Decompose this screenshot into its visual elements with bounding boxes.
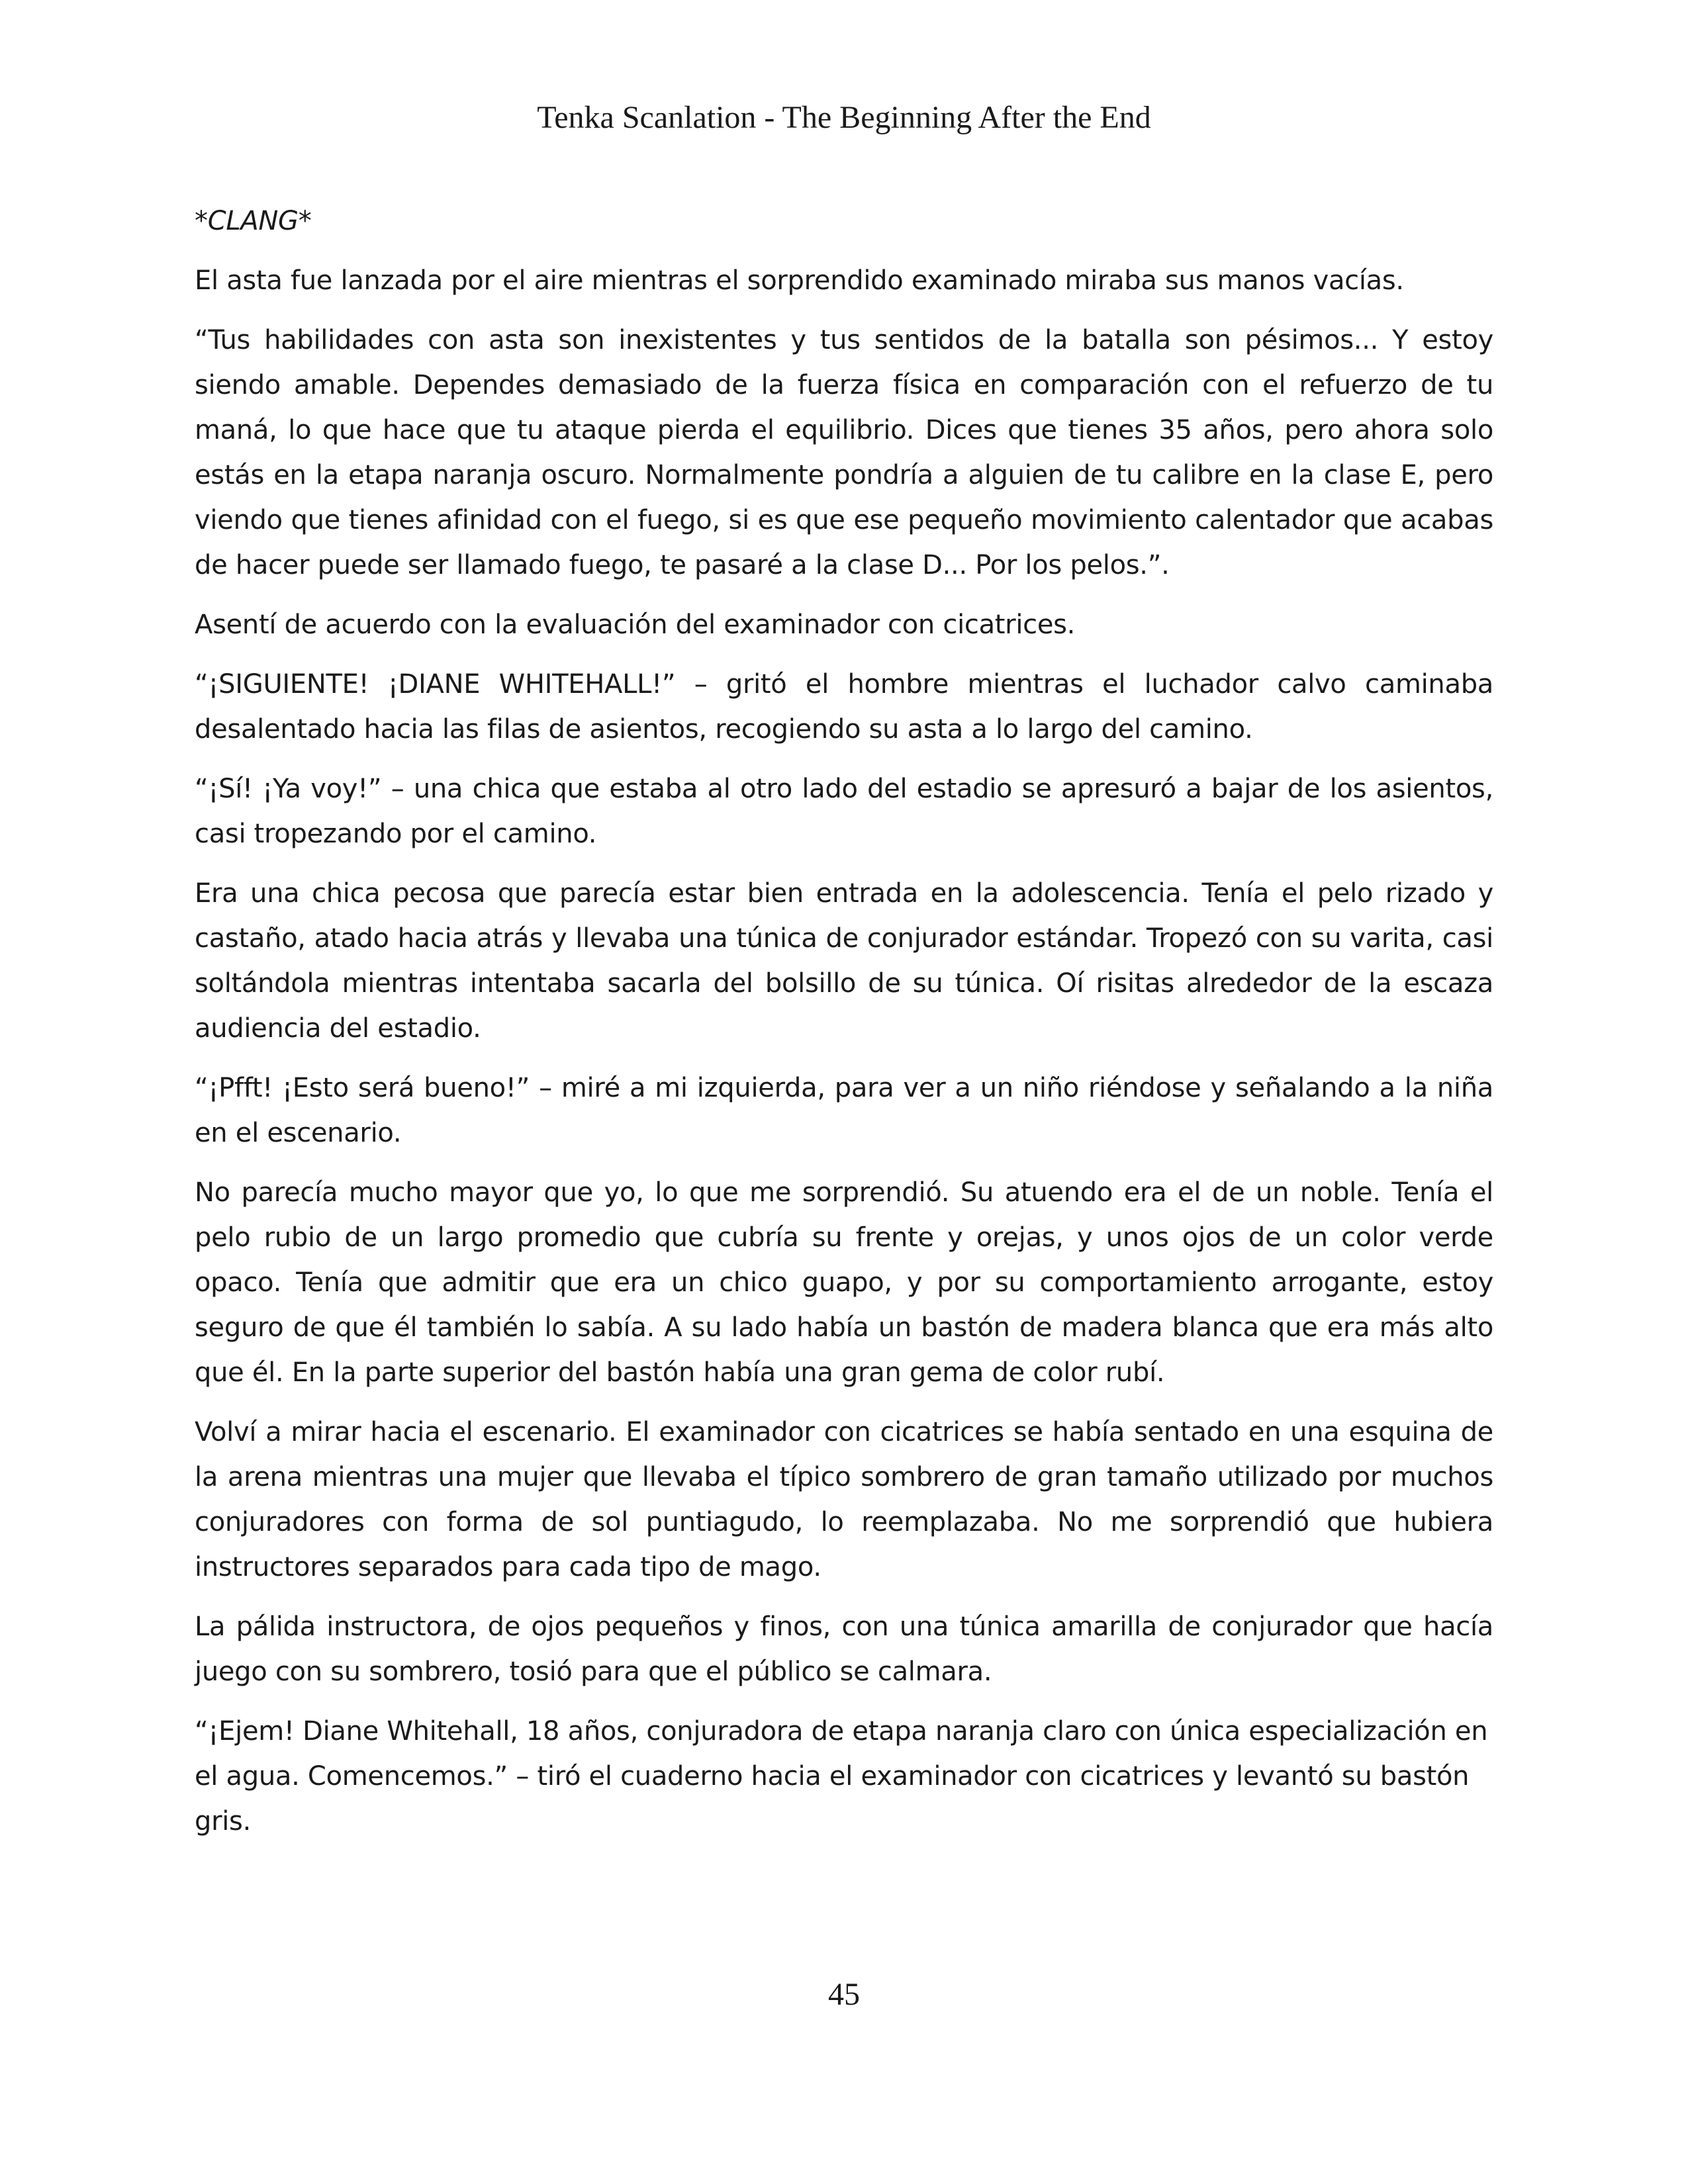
paragraph: “¡SIGUIENTE! ¡DIANE WHITEHALL!” – gritó el hombre mientras el luchador calvo caminaba desalentado hacia las filas de asientos, recogiendo su asta a lo largo del camino. (195, 669, 1493, 745)
paragraph: La pálida instructora, de ojos pequeños y finos, con una túnica amarilla de conjurador que hacía juego con su sombrero, tosió para que el público se calmara. (195, 1612, 1493, 1687)
page-header: Tenka Scanlation - The Beginning After the End (537, 100, 1151, 135)
document-body (195, 199, 1493, 1858)
paragraph: “¡Sí! ¡Ya voy!” – una chica que estaba al otro lado del estadio se apresuró a bajar de los asientos, casi tropezando por el camino. (195, 774, 1493, 849)
paragraph: *CLANG* (195, 206, 312, 236)
paragraph: El asta fue lanzada por el aire mientras el sorprendido examinado miraba sus manos vacías. (195, 265, 1404, 296)
page-number: 45 (828, 1977, 860, 2012)
paragraph: Era una chica pecosa que parecía estar bien entrada en la adolescencia. Tenía el pelo rizado y castaño, atado hacia atrás y llevaba una túnica de conjurador estándar. Tropezó con su varita, casi soltándola mientras intentaba sacarla del bolsillo de su túnica. Oí risitas alrededor de la escaza audiencia del estadio. (195, 878, 1493, 1044)
paragraph: No parecía mucho mayor que yo, lo que me sorprendió. Su atuendo era el de un noble. Tenía el pelo rubio de un largo promedio que cubría su frente y orejas, y unos ojos de un color verde opaco. Tenía que admitir que era un chico guapo, y por su comportamiento arrogante, estoy seguro de que él también lo sabía. A su lado había un bastón de madera blanca que era más alto que él. En la parte superior del bastón había una gran gema de color rubí. (195, 1177, 1493, 1388)
paragraph: “Tus habilidades con asta son inexistentes y tus sentidos de la batalla son pésimos... Y estoy siendo amable. Dependes demasiado de la fuerza física en comparación con el refuerzo de tu maná, lo que hace que tu ataque pierda el equilibrio. Dices que tienes 35 años, pero ahora solo estás en la etapa naranja oscuro. Normalmente pondría a alguien de tu calibre en la clase E, pero viendo que tienes afinidad con el fuego, si es que ese pequeño movimiento calentador que acabas de hacer puede ser llamado fuego, te pasaré a la clase D... Por los pelos.”. (195, 325, 1493, 580)
paragraph: Asentí de acuerdo con la evaluación del examinador con cicatrices. (195, 610, 1076, 640)
paragraph: Volví a mirar hacia el escenario. El examinador con cicatrices se había sentado en una esquina de la arena mientras una mujer que llevaba el típico sombrero de gran tamaño utilizado por muchos conjuradores con forma de sol puntiagudo, lo reemplazaba. No me sorprendió que hubiera instructores separados para cada tipo de mago. (195, 1417, 1493, 1582)
paragraph: “¡Pfft! ¡Esto será bueno!” – miré a mi izquierda, para ver a un niño riéndose y señalando a la niña en el escenario. (195, 1073, 1493, 1148)
paragraph: “¡Ejem! Diane Whitehall, 18 años, conjuradora de etapa naranja claro con única especialización en el agua. Comencemos.” – tiró el cuaderno hacia el examinador con cicatrices y levantó su bastón gris. (195, 1716, 1488, 1837)
